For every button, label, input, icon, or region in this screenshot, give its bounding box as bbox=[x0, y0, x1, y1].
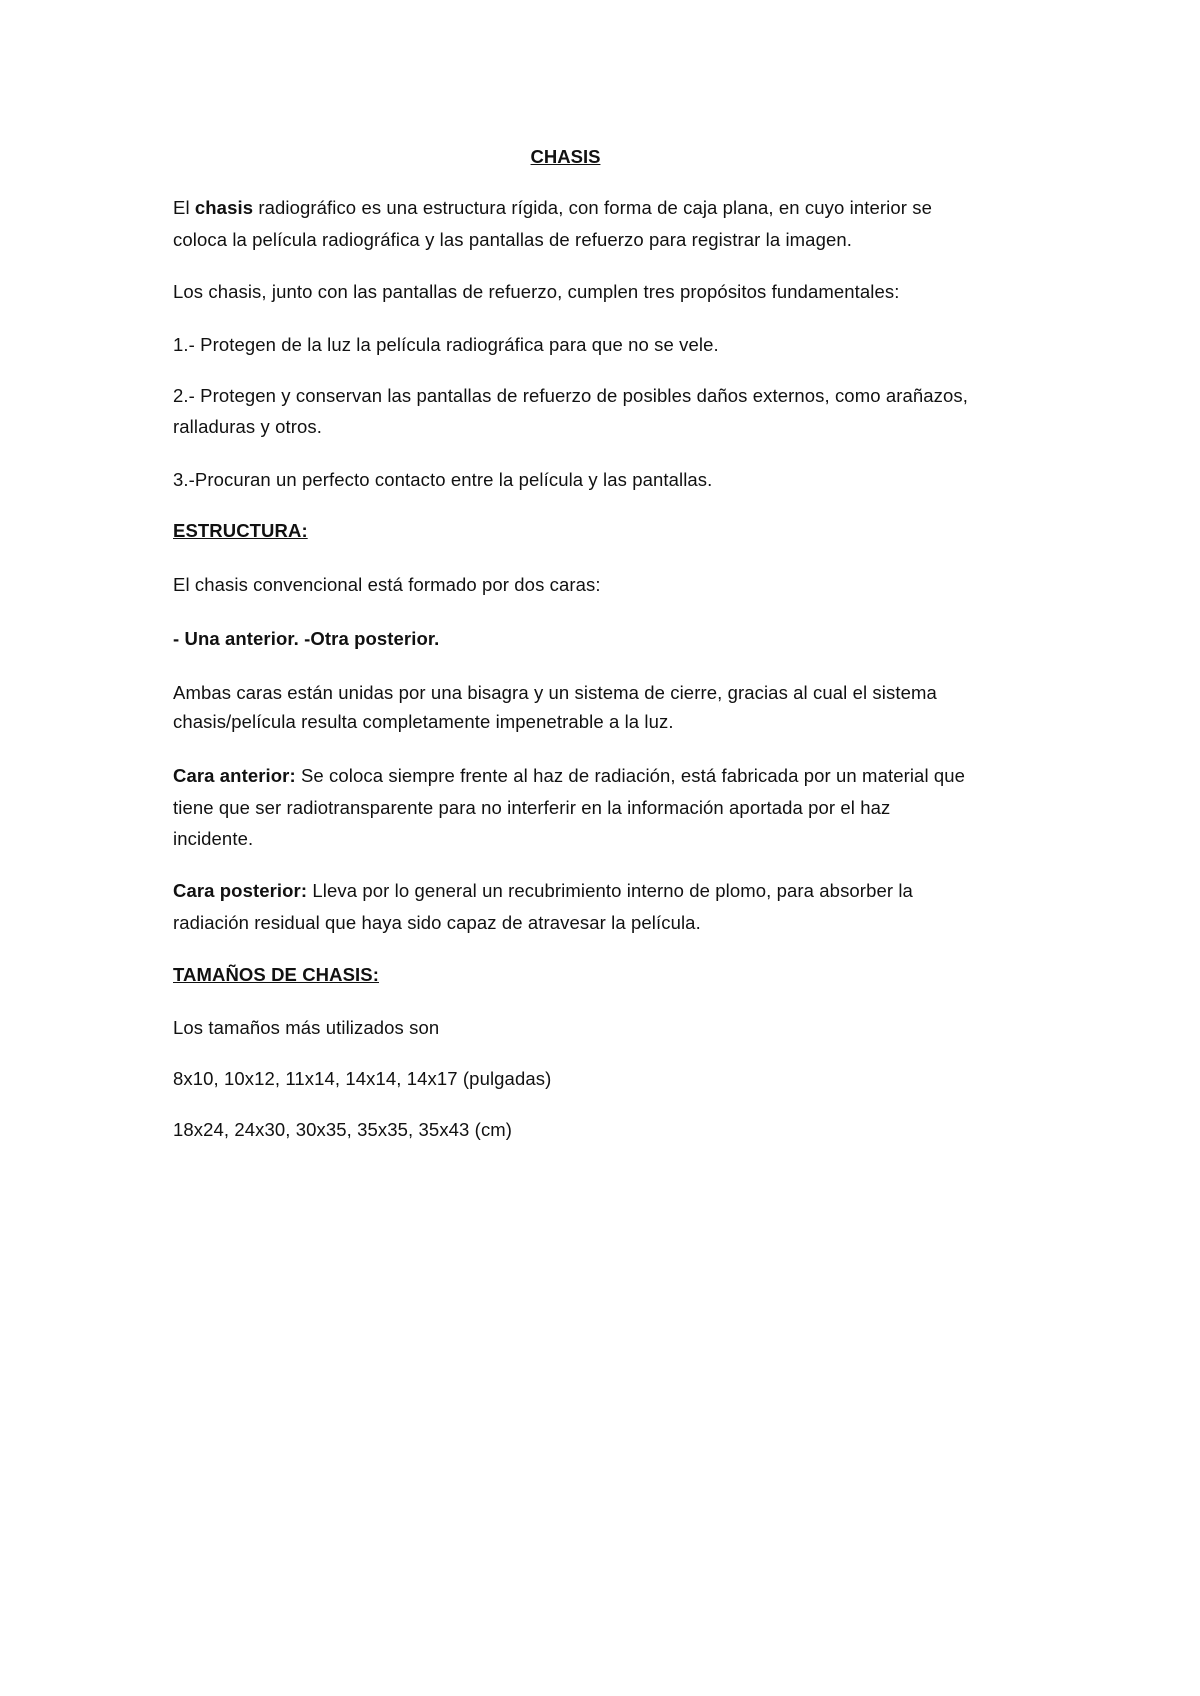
posterior-label: Cara posterior: bbox=[173, 880, 308, 901]
anterior-line-1 bbox=[173, 764, 965, 788]
faces-desc-line-1: Ambas caras están unidas por una bisagra y un sistema de cierre, gracias al cual el sistema bbox=[173, 682, 937, 703]
purposes-intro: Los chasis, junto con las pantallas de refuerzo, cumplen tres propósitos fundamentales: bbox=[173, 281, 900, 302]
posterior-line-2: radiación residual que haya sido capaz de atravesar la película. bbox=[173, 912, 701, 933]
purpose-1: 1.- Protegen de la luz la película radiográfica para que no se vele. bbox=[173, 334, 719, 355]
intro-term: chasis bbox=[194, 197, 254, 218]
intro-text: El bbox=[173, 197, 195, 218]
anterior-line-3: incidente. bbox=[173, 828, 254, 849]
sizes-inches: 8x10, 10x12, 11x14, 14x14, 14x17 (pulgadas) bbox=[173, 1068, 552, 1089]
anterior-line-2: tiene que ser radiotransparente para no interferir en la información aportada por el haz bbox=[173, 797, 891, 818]
purpose-2-line-2: ralladuras y otros. bbox=[173, 416, 322, 437]
faces-desc-line-2: chasis/película resulta completamente impenetrable a la luz. bbox=[173, 711, 674, 732]
faces-list: - Una anterior. -Otra posterior. bbox=[173, 628, 440, 649]
intro-text: radiográfico es una estructura rígida, con forma de caja plana, en cuyo interior se bbox=[253, 197, 932, 218]
posterior-text: Lleva por lo general un recubrimiento interno de plomo, para absorber la bbox=[307, 880, 913, 901]
anterior-label: Cara anterior: bbox=[173, 765, 296, 786]
structure-heading: ESTRUCTURA: bbox=[173, 520, 308, 541]
sizes-cm: 18x24, 24x30, 30x35, 35x35, 35x43 (cm) bbox=[173, 1119, 513, 1140]
purpose-2-line-1: 2.- Protegen y conservan las pantallas de refuerzo de posibles daños externos, como arañazos, bbox=[173, 385, 968, 406]
intro-line-1 bbox=[173, 196, 932, 220]
structure-intro: El chasis convencional está formado por dos caras: bbox=[173, 574, 601, 595]
intro-line-2: coloca la película radiográfica y las pantallas de refuerzo para registrar la imagen. bbox=[173, 229, 852, 250]
anterior-text: Se coloca siempre frente al haz de radiación, está fabricada por un material que bbox=[295, 765, 966, 786]
purpose-3: 3.-Procuran un perfecto contacto entre la película y las pantallas. bbox=[173, 469, 713, 490]
sizes-heading: TAMAÑOS DE CHASIS: bbox=[173, 964, 379, 985]
sizes-intro: Los tamaños más utilizados son bbox=[173, 1017, 440, 1038]
document-title: CHASIS bbox=[530, 146, 601, 167]
posterior-line-1 bbox=[173, 879, 913, 903]
